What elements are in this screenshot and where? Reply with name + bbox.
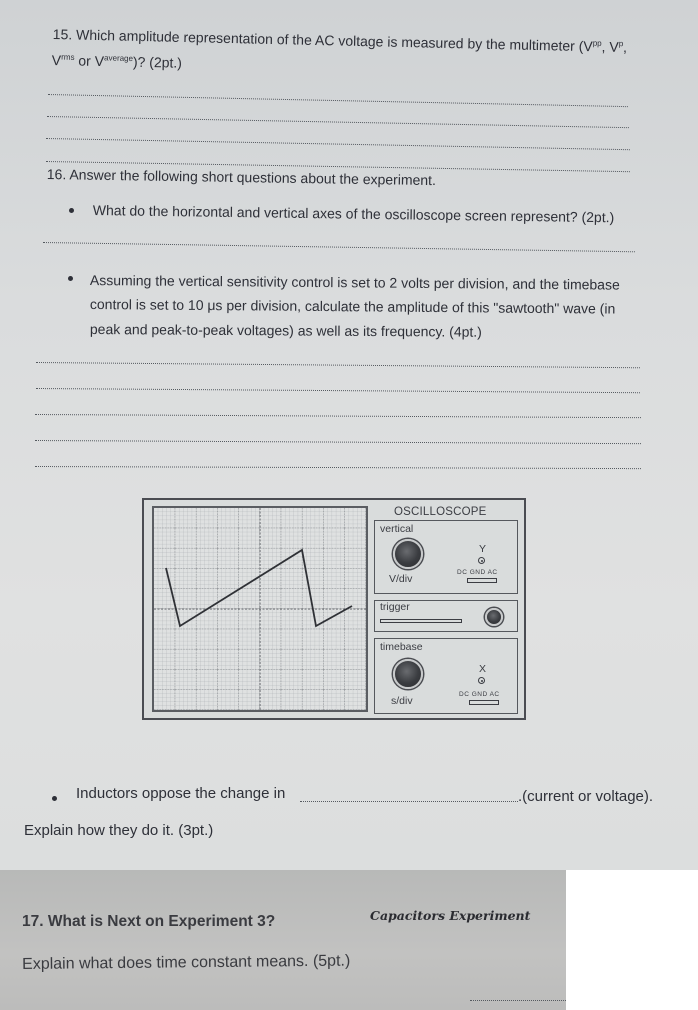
y-input-label: Y	[479, 543, 487, 555]
sawtooth-waveform-grid	[154, 508, 366, 710]
x-coupling-label: DC GND AC	[459, 691, 500, 698]
x-coupling-switch[interactable]	[469, 700, 499, 705]
question-15-line2: $V^{rms}$ or $V^{average}$)? (2pt.)	[51, 51, 183, 71]
oscilloscope-title: OSCILLOSCOPE	[394, 506, 487, 518]
inductor-explain: Explain how they do it. (3pt.)	[24, 822, 214, 839]
oscilloscope-figure	[142, 498, 526, 720]
trigger-control-panel	[374, 600, 518, 632]
vertical-control-panel	[374, 520, 518, 594]
question-17-explain: Explain what does time constant means. (5pt.)	[22, 952, 351, 973]
trigger-label: trigger	[380, 601, 410, 613]
handwritten-answer: Capacitors Experiment	[370, 908, 531, 923]
bullet-icon	[69, 208, 74, 213]
vdiv-label: V/div	[389, 573, 413, 585]
bullet-icon	[52, 796, 57, 801]
y-coupling-switch[interactable]	[467, 578, 497, 583]
inductor-answer-blank[interactable]	[300, 801, 518, 802]
y-input-jack-icon[interactable]	[478, 557, 485, 564]
question-16-title: 16. Answer the following short questions about the experiment.	[46, 165, 437, 189]
sdiv-label: s/div	[391, 695, 413, 707]
question-16-bullet-2-line2: control is set to 10 μs per division, calculate the amplitude of this "sawtooth" wave (in	[89, 295, 616, 317]
question-16-bullet-1: What do the horizontal and vertical axes of the oscilloscope screen represent? (2pt.)	[92, 201, 615, 226]
x-input-jack-icon[interactable]	[478, 677, 485, 684]
answer-line[interactable]	[470, 1000, 566, 1001]
timebase-control-panel	[374, 638, 518, 714]
question-16-bullet-2-line3: peak and peak-to-peak voltages) as well as its frequency. (4pt.)	[89, 320, 482, 340]
timebase-knob-icon[interactable]	[393, 659, 423, 689]
vertical-knob-icon[interactable]	[393, 539, 423, 569]
y-coupling-label: DC GND AC	[457, 569, 498, 576]
oscilloscope-screen	[152, 506, 368, 712]
question-16-bullet-2-line1: Assuming the vertical sensitivity control is set to 2 volts per division, and the timebase	[89, 271, 620, 293]
trigger-slider[interactable]	[380, 619, 462, 623]
trigger-knob-icon[interactable]	[485, 608, 503, 626]
inductor-question-start: Inductors oppose the change in	[76, 785, 286, 802]
worksheet-photo-bottom	[0, 870, 566, 1010]
vertical-label: vertical	[380, 523, 414, 535]
question-17-title: 17. What is Next on Experiment 3?	[22, 913, 276, 930]
timebase-label: timebase	[380, 641, 423, 653]
x-input-label: X	[479, 663, 487, 675]
bullet-icon	[68, 276, 73, 281]
inductor-question-end: .(current or voltage).	[518, 788, 654, 805]
question-15-line1: 15. Which amplitude representation of the AC voltage is measured by the multimeter ($V^{pp}$, $V^p$,	[52, 25, 628, 56]
